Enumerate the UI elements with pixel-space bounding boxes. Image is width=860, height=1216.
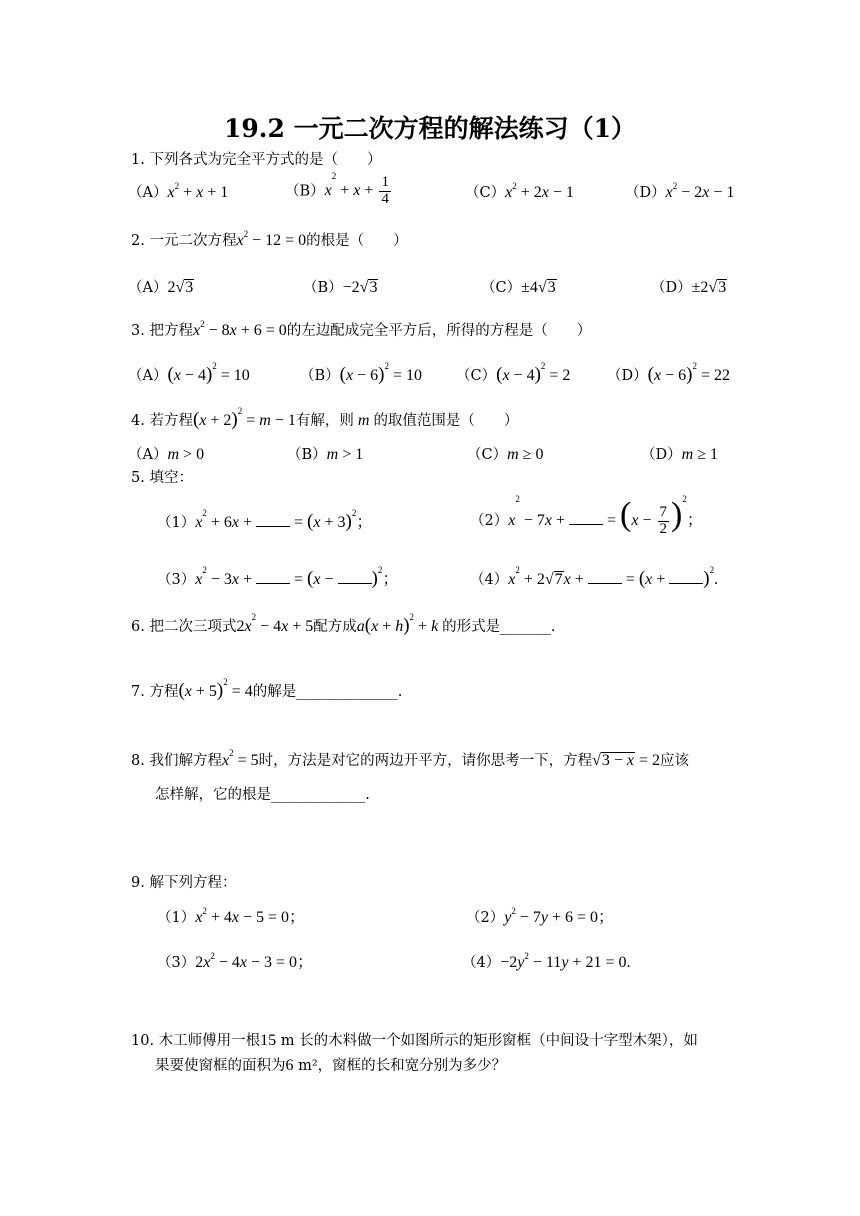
q4-option-a: （A）m > 0 xyxy=(128,446,205,463)
q5-part-3: $(3)x^2 - 3x$ + = $(x - )^2$； xyxy=(157,565,399,589)
question-8-line-2: 怎样解，它的根是_____________. xyxy=(155,787,370,803)
question-7-stem: 7. 方程$(x + 5)^2 = 4$的解是______________. xyxy=(131,677,403,701)
question-4-stem: 4. 若方程$(x + 2)^2 = m - 1$有解，则 m 的取值范围是（ ） xyxy=(131,406,519,430)
q3-option-d: $(D)(x - 6)^2 = 22$ xyxy=(607,361,730,385)
q2-option-b: （B）−2√3 xyxy=(303,279,378,296)
q3-option-b: $(B)(x - 6)^2 = 10$ xyxy=(300,361,422,385)
q1-option-d: $(D)x^2 - 2x - 1$ xyxy=(625,181,735,201)
q4-option-d: （D）m ≥ 1 xyxy=(641,446,718,463)
question-2-stem: 2. 一元二次方程$x^2 - 12 = 0$的根是（ ） xyxy=(131,229,408,249)
q5-part-1: $(1)x^2 + 6x$ + = $(x + 3)^2$； xyxy=(157,508,373,532)
q4-option-b: （B）m > 1 xyxy=(287,446,364,463)
option-label: （D） xyxy=(625,185,666,201)
question-3-stem: 3. 把方程$x^2 - 8x + 6 = 0$的左边配成完全平方后，所得的方程是（ ） xyxy=(131,319,592,339)
fraction-one-quarter: $\frac{1}{4}$ xyxy=(381,174,389,207)
q9-part-1: $(1)x^2 + 4x - 5 = 0$； xyxy=(157,906,306,926)
q2-option-c: （C）±4√3 xyxy=(481,279,556,296)
option-label: （C） xyxy=(465,185,506,201)
question-1-stem: 1. 下列各式为完全平方式的是（ ） xyxy=(131,152,382,168)
question-10-line-1: 10. 木工师傅用一根15 m 长的木料做一个如图所示的矩形窗框（中间设十字型木架），如 xyxy=(131,1032,698,1049)
page-title: 19.2 一元二次方程的解法练习（1） xyxy=(224,114,636,143)
q5-part-4: $(4)x^2 + 2√7x$ + = $(x + )^2$. xyxy=(470,565,719,589)
question-10-line-2: 果要使窗框的面积为6 m²，窗框的长和宽分别为多少？ xyxy=(155,1057,507,1074)
q4-option-c: （C）m ≥ 0 xyxy=(467,446,544,463)
q5-part-2: $(2)x^2 - 7x$ + = (x − $\frac{7}{2}$ )$^2$； xyxy=(470,494,703,537)
option-label: （B） xyxy=(285,183,325,200)
q9-part-3: $(3)2x^2 - 4x - 3 = 0$； xyxy=(157,951,314,971)
question-9-stem: 9. 解下列方程： xyxy=(131,875,237,891)
question-6-stem: 6. 把二次三项式$2x^2 - 4x + 5$配方成$a(x + h)^2 + k$ 的形式是_______. xyxy=(131,612,556,636)
question-8-line-1: 8. 我们解方程$x^2 = 5$时，方法是对它的两边开平方，请你思考一下，方程√3 − x = 2应该 xyxy=(131,748,690,769)
q3-option-c: $(C)(x - 4)^2 = 2$ xyxy=(456,361,571,385)
q9-part-2: $(2)y^2 - 7y + 6 = 0$； xyxy=(466,906,615,926)
q1-option-a: $(A)x^2 + x + 1$ xyxy=(128,181,229,201)
option-label: （A） xyxy=(128,185,168,201)
q2-option-a: （A）2√3 xyxy=(128,279,194,296)
q9-part-4: $(4)-2y^2 - 11y + 21 = 0$. xyxy=(462,951,631,971)
q2-option-d: （D）±2√3 xyxy=(651,279,727,296)
question-5-stem: 5. 填空： xyxy=(131,470,193,486)
q3-option-a: $(A)(x - 4)^2 = 10$ xyxy=(128,361,250,385)
q1-option-b: $(B)x^2 + x$ + $\frac{1}{4}$ xyxy=(285,171,389,207)
q1-option-c: $(C)x^2 + 2x - 1$ xyxy=(465,181,574,201)
